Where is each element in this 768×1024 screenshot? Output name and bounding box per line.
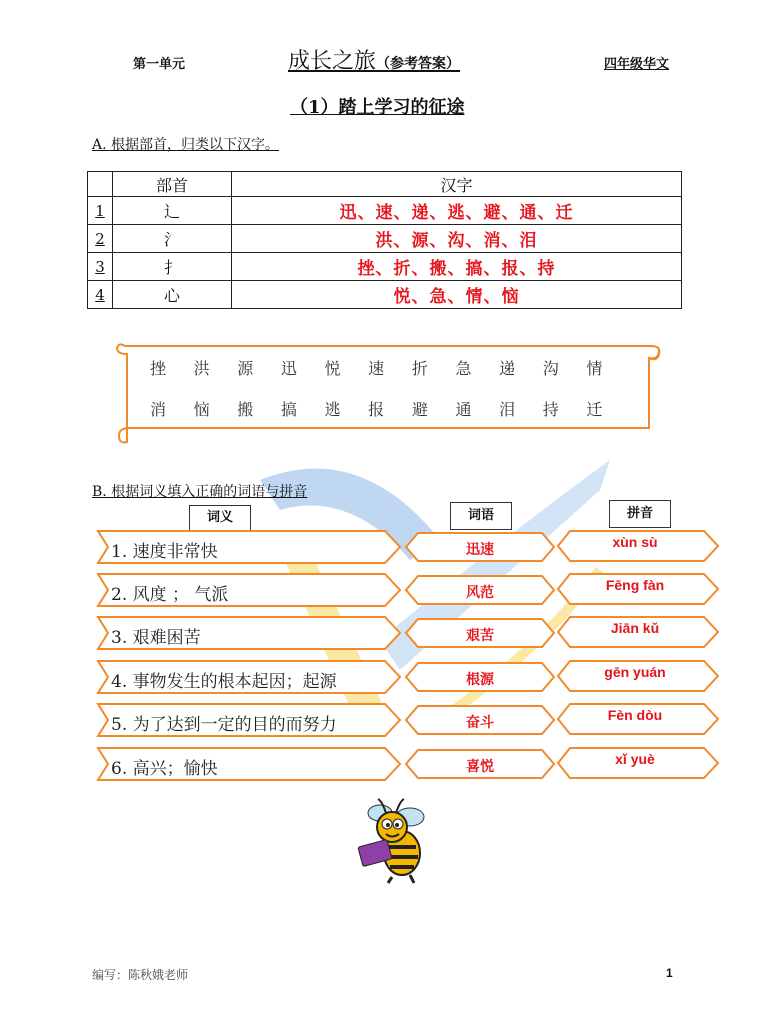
table-row: [88, 197, 682, 225]
scroll-char: 速: [368, 359, 385, 378]
header-chars: 汉字: [232, 172, 682, 197]
section-b-instruction: B. 根据词义填入正确的词语与拼音: [92, 484, 308, 500]
scroll-char: 沟: [542, 359, 559, 378]
header-num-cell: [88, 172, 113, 197]
section-a-instruction: A. 根据部首，归类以下汉字。: [92, 137, 280, 153]
row-radical: 辶: [113, 197, 232, 225]
grade-label: 四年级华文: [604, 57, 670, 72]
answer-pinyin: xǐ yuè: [615, 751, 655, 767]
page-title: [288, 44, 460, 75]
matching-row: [0, 615, 768, 655]
scroll-char: 通: [455, 400, 472, 419]
row-chars: 挫、折、搬、搞、报、持: [232, 253, 682, 281]
scroll-char: 递: [499, 359, 516, 378]
table-row: [88, 225, 682, 253]
row-number: 3: [88, 253, 113, 281]
answer-pinyin: Jiān kǔ: [610, 620, 660, 636]
scroll-line-1: [150, 356, 630, 378]
meaning-text: 1. 速度非常快: [111, 542, 218, 562]
scroll-char: 洪: [193, 359, 210, 378]
answer-word: 艰苦: [466, 628, 494, 644]
scroll-char: 泪: [499, 400, 516, 419]
scroll-char: 源: [237, 359, 254, 378]
radical-table: [87, 171, 682, 309]
row-number: 1: [88, 197, 113, 225]
scroll-char: 持: [542, 400, 559, 419]
title-text: 成长之旅: [288, 49, 377, 74]
meaning-text: 5. 为了达到一定的目的而努力: [111, 715, 337, 735]
answer-pinyin: Fēng fàn: [605, 577, 665, 593]
scroll-char: 避: [411, 400, 428, 419]
row-chars: 悦、急、情、恼: [232, 281, 682, 309]
scroll-char: 挫: [150, 359, 167, 378]
row-radical: 扌: [113, 253, 232, 281]
answer-word: 风范: [466, 585, 494, 601]
scroll-line-2: [150, 397, 630, 419]
matching-row: [0, 529, 768, 569]
row-chars: 迅、速、递、逃、避、通、迁: [232, 197, 682, 225]
table-row: [88, 281, 682, 309]
header-word: 词语: [450, 502, 512, 530]
table-header-row: [88, 172, 682, 197]
answer-pinyin: gēn yuán: [604, 664, 666, 680]
scroll-char: 折: [411, 359, 428, 378]
answer-word: 奋斗: [466, 715, 494, 731]
row-chars: 洪、源、沟、消、泪: [232, 225, 682, 253]
row-number: 4: [88, 281, 113, 309]
matching-row: [0, 746, 768, 786]
meaning-text: 4. 事物发生的根本起因；起源: [111, 672, 337, 692]
bee-reading-icon: [352, 795, 432, 885]
lesson-title: （1）踏上学习的征途: [290, 97, 465, 118]
scroll-char: 迁: [586, 400, 603, 419]
meaning-text: 6. 高兴；愉快: [111, 759, 218, 779]
header-meaning: 词义: [189, 505, 251, 531]
answer-word: 迅速: [466, 542, 494, 558]
scroll-char: 悦: [324, 359, 341, 378]
header-pinyin: 拼音: [609, 500, 671, 528]
meaning-text: 3. 艰难困苦: [111, 628, 201, 648]
scroll-char: 搬: [237, 400, 254, 419]
title-note: （参考答案）: [376, 56, 461, 72]
unit-label: 第一单元: [133, 57, 186, 72]
answer-pinyin: xùn sù: [612, 534, 658, 550]
footer-author: 编写：陈秋娥老师: [92, 968, 189, 982]
scroll-char: 恼: [193, 400, 210, 419]
row-radical: 氵: [113, 225, 232, 253]
scroll-char: 逃: [324, 400, 341, 419]
answer-word: 喜悦: [466, 759, 494, 775]
matching-row: [0, 702, 768, 742]
scroll-char: 情: [586, 359, 603, 378]
row-radical: 心: [113, 281, 232, 309]
page-number: 1: [666, 966, 673, 980]
scroll-char: 消: [150, 400, 167, 419]
scroll-frame: [111, 336, 663, 446]
scroll-char: 搞: [280, 400, 297, 419]
row-number: 2: [88, 225, 113, 253]
matching-row: [0, 659, 768, 699]
header-radical: 部首: [113, 172, 232, 197]
scroll-char: 急: [455, 359, 472, 378]
answer-word: 根源: [466, 672, 494, 688]
meaning-text: 2. 风度 ； 气派: [111, 585, 229, 605]
scroll-char: 报: [368, 400, 385, 419]
scroll-char: 迅: [280, 359, 297, 378]
answer-pinyin: Fèn dòu: [607, 707, 663, 723]
table-row: [88, 253, 682, 281]
matching-row: [0, 572, 768, 612]
